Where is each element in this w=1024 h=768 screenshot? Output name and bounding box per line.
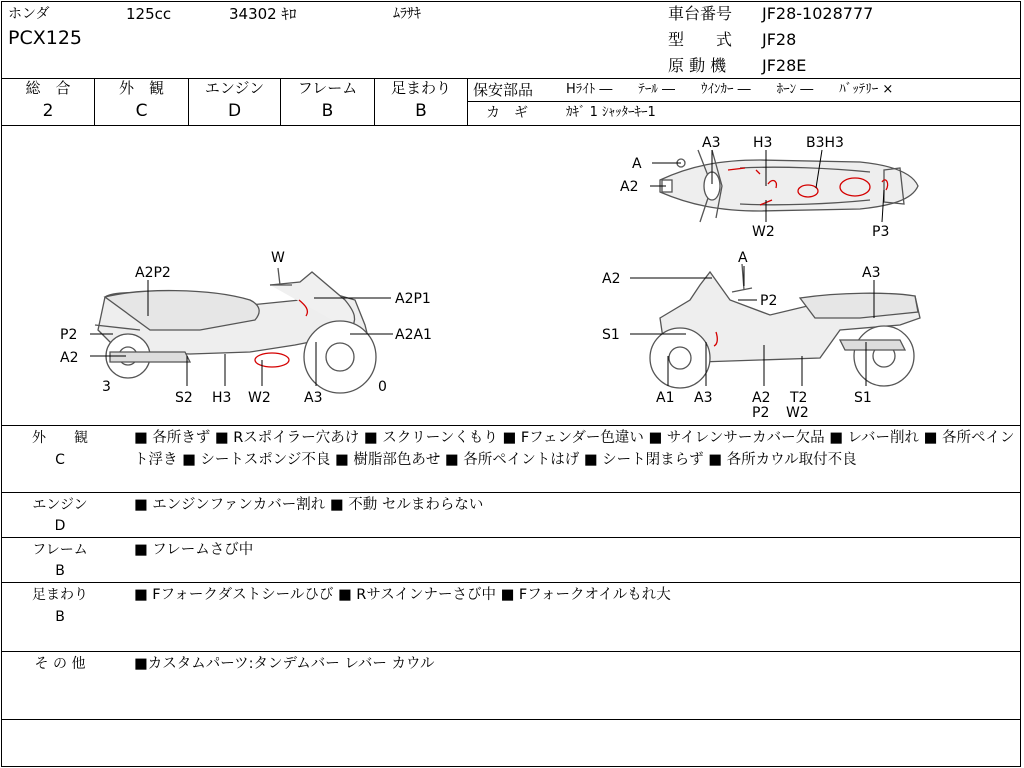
color: ﾑﾗｻｷ (393, 6, 421, 22)
section-exterior-label: 外 観 (32, 430, 88, 446)
grade-exterior-label: 外 観 (118, 79, 164, 97)
diag-left-a2p1: A2P1 (395, 291, 431, 307)
section-suspension-text: ■ Fフォークダストシールひび ■ Rサスインナーさび中 ■ Fフォークオイルもれ大 (134, 587, 671, 603)
displacement: 125cc (126, 5, 172, 23)
section-exterior-text: ■ 各所きず ■ Rスポイラー穴あけ ■ スクリーンくもり ■ Fフェンダー色違い ■ サイレンサーカバー欠品 ■ レバー削れ ■ 各所ペイント浮き ■ シートスポンジ不良 ■ 樹脂部色あせ ■ 各所ペイントはげ ■ シート閉まらず ■ 各所カウル取付不良 (134, 430, 1015, 468)
grade-suspension-value: B (415, 101, 427, 121)
section-other-label: そ の 他 (34, 656, 86, 672)
diag-left-w2: W2 (248, 390, 271, 406)
grade-exterior-value: C (135, 101, 148, 121)
frame-no: JF28-1028777 (762, 4, 874, 23)
diag-top-a: A (632, 156, 642, 172)
diag-right-a: A (738, 250, 748, 266)
key-label: カ ギ (486, 105, 528, 121)
diag-left-a2p2: A2P2 (135, 265, 171, 281)
section-frame-text: ■ フレームさび中 (134, 542, 254, 558)
grade-engine-label: エンジン (204, 79, 265, 97)
model-name: PCX125 (8, 27, 83, 49)
section-other-text: ■カスタムパーツ:タンデムバー レバー カウル (134, 656, 435, 672)
grade-suspension-label: 足まわり (390, 79, 451, 97)
diag-right-a2: A2 (602, 271, 621, 287)
section-frame-grade: B (55, 563, 65, 579)
diag-right-a3: A3 (862, 265, 881, 281)
section-engine-label: エンジン (32, 497, 88, 513)
section-suspension-grade: B (55, 609, 65, 625)
diag-right-a3b: A3 (694, 390, 713, 406)
diag-right-w2: W2 (786, 405, 809, 421)
key-value: ｶｷﾞ 1 ｼｬｯﾀｰｷｰ1 (566, 105, 656, 120)
top-view-scooter (660, 150, 918, 222)
grade-overall-value: 2 (42, 101, 54, 121)
frame-no-label: 車台番号 (668, 4, 733, 23)
safety-items: Hﾗｲﾄ ― ﾃｰﾙ ― ｳｲﾝｶｰ ― ﾎｰﾝ ― ﾊﾞｯﾃﾘｰ × (566, 82, 894, 97)
diag-top-a3: A3 (702, 135, 721, 151)
section-exterior-grade: C (55, 452, 65, 468)
grade-frame-label: フレーム (297, 79, 358, 97)
diag-top-b3h3: B3H3 (806, 135, 844, 151)
diag-right-s1b: S1 (854, 390, 872, 406)
diag-left-s2: S2 (175, 390, 193, 406)
diag-top-w2: W2 (752, 224, 775, 240)
diag-top-h3: H3 (753, 135, 773, 151)
diag-left-3: 3 (102, 379, 111, 395)
mileage: 34302 ｷﾛ (229, 5, 297, 23)
diag-left-a3: A3 (304, 390, 323, 406)
diag-right-s1: S1 (602, 327, 620, 343)
grade-engine-value: D (227, 101, 242, 121)
engine-label: 原 動 機 (668, 56, 727, 75)
diag-left-a2a1: A2A1 (395, 327, 432, 343)
section-engine-grade: D (54, 518, 66, 534)
maker: ホンダ (8, 6, 50, 22)
diag-top-a2: A2 (620, 179, 639, 195)
diag-right-a2b: A2 (752, 390, 771, 406)
diag-left-p2: P2 (60, 327, 78, 343)
diag-right-p2: P2 (760, 293, 778, 309)
section-engine-text: ■ エンジンファンカバー割れ ■ 不動 セルまわらない (134, 497, 484, 513)
grade-frame-value: B (321, 101, 334, 121)
diag-right-a1: A1 (656, 390, 675, 406)
type-value: JF28 (762, 30, 797, 49)
left-side-scooter (95, 268, 376, 393)
safety-title: 保安部品 (473, 81, 534, 99)
grade-overall-label: 総 合 (25, 79, 71, 97)
section-frame-label: フレーム (32, 542, 88, 558)
diag-left-0: 0 (378, 379, 387, 395)
engine-value: JF28E (762, 56, 807, 75)
type-label: 型 式 (668, 30, 733, 49)
diag-right-t2: T2 (790, 390, 808, 406)
diag-left-h3: H3 (212, 390, 232, 406)
diag-top-p3: P3 (872, 224, 890, 240)
section-suspension-label: 足まわり (32, 587, 88, 603)
diag-left-a2: A2 (60, 350, 79, 366)
diag-left-w: W (271, 250, 285, 266)
diag-right-p2b: P2 (752, 405, 770, 421)
right-side-scooter (650, 264, 920, 388)
